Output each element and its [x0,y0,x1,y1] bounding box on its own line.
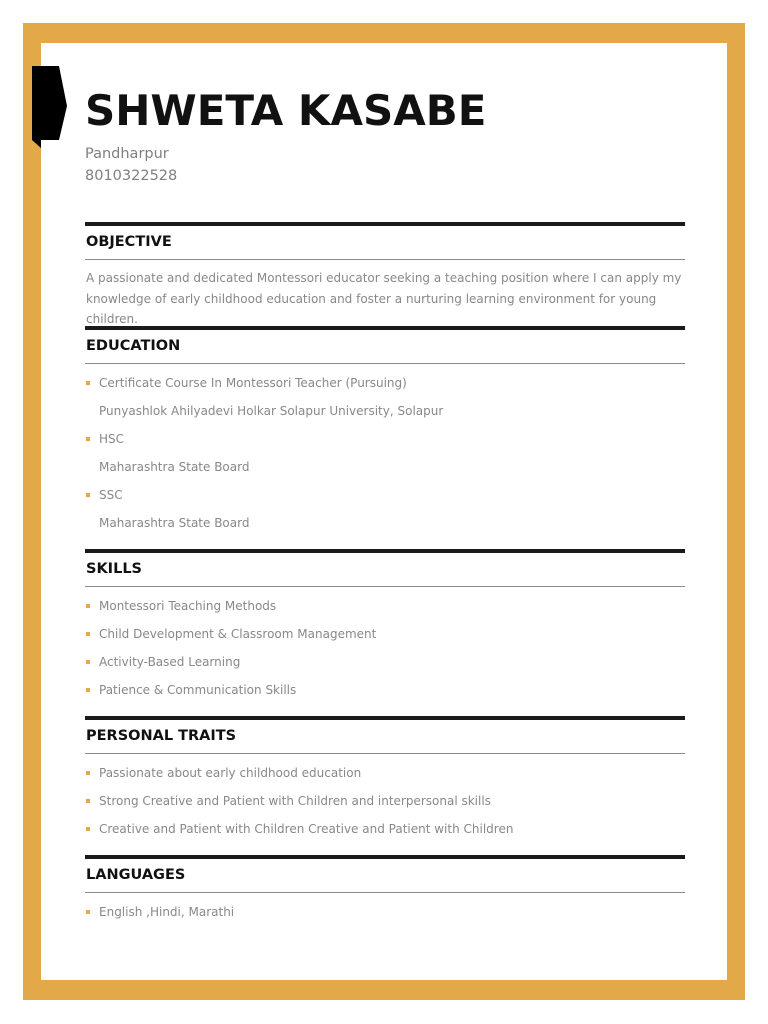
section-education [85,326,685,537]
section-title: EDUCATION [86,338,181,354]
section-rule [85,753,685,754]
header-tab-shape [32,66,67,148]
section-title: OBJECTIVE [86,234,172,250]
contact-info [85,143,177,187]
languages-list [85,898,685,926]
resume-sheet [41,43,727,980]
education-degree: Certificate Course In Montessori Teacher (Pursuing) [85,369,685,397]
skill-item: Activity-Based Learning [85,648,685,676]
page-border [23,23,745,1000]
skill-item: Patience & Communication Skills [85,676,685,704]
section-personal-traits [85,716,685,843]
phone-text: 8010322528 [85,168,178,184]
education-list [85,369,685,537]
traits-list [85,759,685,843]
section-rule [85,586,685,587]
section-title: SKILLS [86,561,142,577]
skill-item: Child Development & Classroom Management [85,620,685,648]
section-rule [85,892,685,893]
skills-list [85,592,685,704]
section-rule [85,259,685,260]
section-objective [85,222,685,330]
trait-item: Passionate about early childhood education [85,759,685,787]
location-text: Pandharpur [85,146,169,162]
education-degree: SSC [85,481,685,509]
section-title: LANGUAGES [86,867,186,883]
education-institution: Maharashtra State Board [99,516,250,530]
education-degree: HSC [85,425,685,453]
section-title: PERSONAL TRAITS [86,728,237,744]
candidate-name: SHWETA KASABE [85,86,487,135]
language-item: English ,Hindi, Marathi [85,898,685,926]
trait-item: Strong Creative and Patient with Children and interpersonal skills [85,787,685,815]
skill-item: Montessori Teaching Methods [85,592,685,620]
section-skills [85,549,685,704]
trait-item: Creative and Patient with Children Creative and Patient with Children [85,815,685,843]
education-institution: Maharashtra State Board [99,460,250,474]
objective-text: A passionate and dedicated Montessori educator seeking a teaching position where I can apply my knowledge of early childhood education and foster a nurturing learning environment for young children. [86,271,682,326]
education-institution: Punyashlok Ahilyadevi Holkar Solapur University, Solapur [99,404,444,418]
section-languages [85,855,685,926]
section-rule [85,363,685,364]
